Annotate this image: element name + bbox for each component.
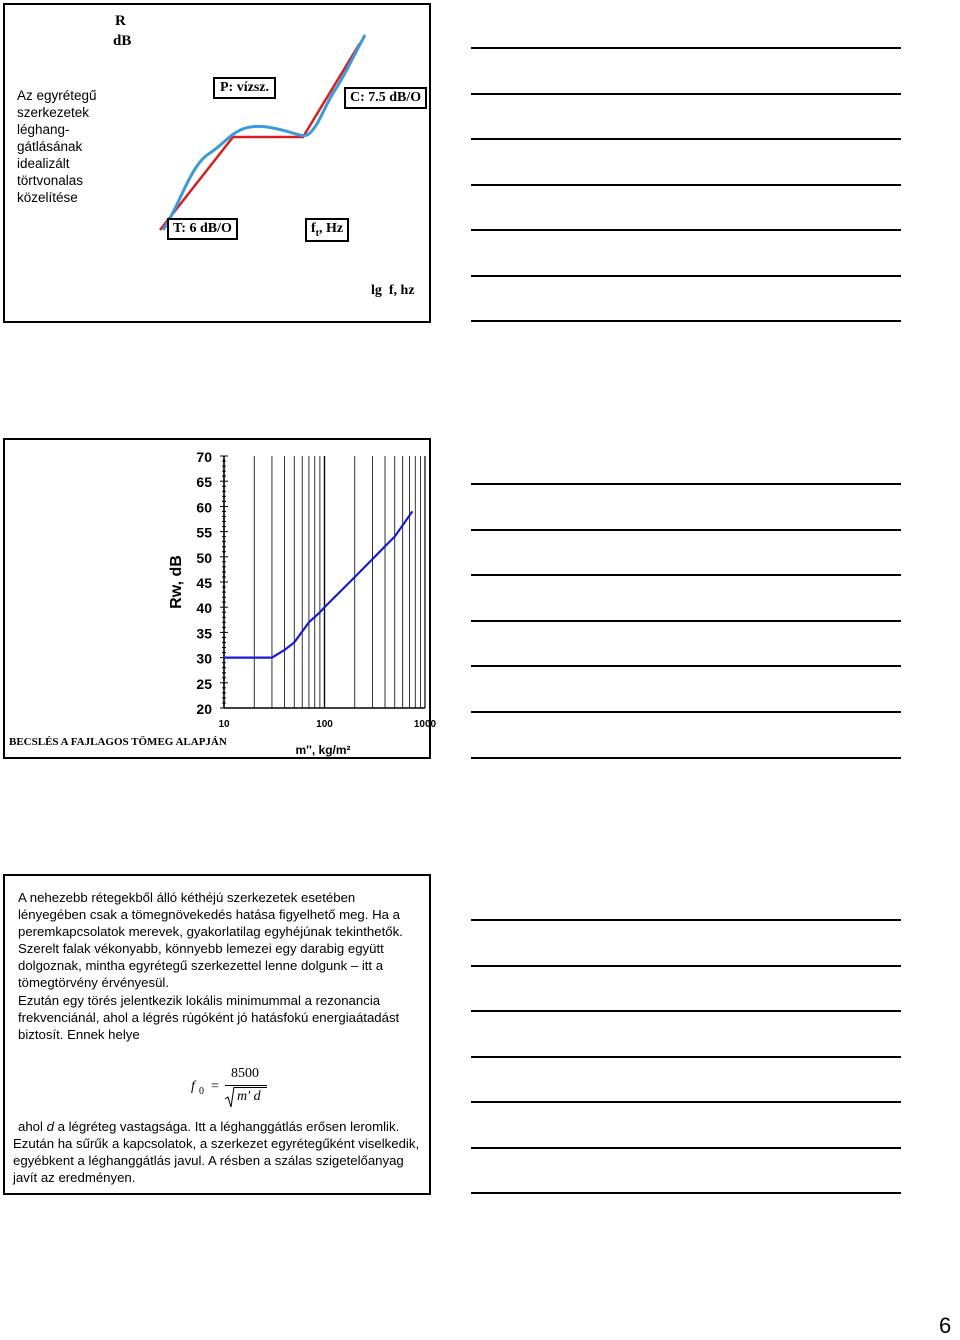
note-line <box>471 93 901 95</box>
y-tick-label: 25 <box>196 675 212 692</box>
x-axis-title: m'', kg/m² <box>295 743 351 757</box>
note-line <box>471 229 901 231</box>
y-tick-label: 60 <box>196 499 212 516</box>
note-line <box>471 620 901 622</box>
note-line <box>471 757 901 759</box>
note-line <box>471 275 901 277</box>
formula-numerator: 8500 <box>231 1066 259 1081</box>
x-tick-label: 10 <box>218 719 230 730</box>
note-line <box>471 483 901 485</box>
caption-line: gátlásának <box>17 139 83 154</box>
idealized-curve-graphic <box>5 5 433 325</box>
note-line <box>471 47 901 49</box>
slide3-after-formula-2: Ezután ha sűrűk a kapcsolatok, a szerkezet egyrétegűként viselkedik, egyébkent a léghanggátlás javul. A résben a szálas szigetelőanyag javít az eredményen. <box>13 1136 420 1186</box>
caption-line: léghang- <box>17 122 70 137</box>
note-line <box>471 320 901 322</box>
text: ahol <box>18 1119 47 1134</box>
y-axis-label-r: R <box>115 13 126 29</box>
paragraph: Szerelt falak vékonyabb, könnyebb lemezei egy darabig együtt dolgoznak, mintha egyrétegű szerkezettel lenne dolgunk – itt a tömegtörvény érvényesül. <box>18 941 384 991</box>
caption-line: szerkezetek <box>17 105 90 120</box>
y-tick-label: 30 <box>196 650 212 667</box>
caption-line: közelítése <box>17 190 78 205</box>
y-tick-label: 45 <box>196 575 212 591</box>
y-axis-label-db: dB <box>113 33 132 49</box>
label-fc-box <box>305 218 349 242</box>
note-line <box>471 1010 901 1012</box>
label-mass-box <box>167 218 238 240</box>
sqrt-sign <box>225 1086 235 1108</box>
x-axis-label: lg f, hz <box>371 283 415 298</box>
label-coincidence: C: 7.5 dB/O <box>350 90 422 105</box>
variable-d: d <box>46 1119 54 1134</box>
y-tick-label: 65 <box>196 474 212 491</box>
page-number: 6 <box>939 1313 952 1338</box>
caption-line: idealizált <box>17 156 70 171</box>
y-tick-label: 20 <box>196 701 212 717</box>
label-mass: T: 6 dB/O <box>173 221 232 236</box>
formula-denominator: m' d <box>237 1089 261 1104</box>
slide3-body <box>18 889 423 1043</box>
x-tick-label: 100 <box>316 719 333 730</box>
resonance-formula <box>191 1066 281 1116</box>
label-plateau-box <box>213 77 276 99</box>
x-tick-label: 1000 <box>413 719 437 730</box>
paragraph: A nehezebb rétegekből álló kéthéjú szerkezetek esetében lényegében csak a tömegnövekedés hatása figyelhető meg. Ha a peremkapcsolatok merevek, gyakorlatilag egyhéjúnak tekinthetők. <box>18 890 403 940</box>
note-line <box>471 919 901 921</box>
paragraph: Ezután egy törés jelentkezik lokális minimummal a rezonancia frekvenciánál, ahol a légrés rúgóként jó hatásfokú energiaátadást biztosít. Ennek helye <box>18 992 400 1042</box>
paragraph <box>18 1118 433 1135</box>
y-tick-label: 55 <box>196 524 212 541</box>
note-line <box>471 138 901 140</box>
slide-mass-estimate <box>3 438 437 759</box>
note-line <box>471 1056 901 1058</box>
y-tick-label: 50 <box>196 549 212 566</box>
label-fc-sub: t <box>315 227 320 239</box>
note-line <box>471 1147 901 1149</box>
note-line <box>471 711 901 713</box>
note-line <box>471 574 901 576</box>
formula-lhs: f <box>191 1079 195 1094</box>
slide3-after-formula <box>18 1118 433 1135</box>
formula-eq: = <box>211 1079 219 1094</box>
y-tick-label: 70 <box>196 449 212 465</box>
label-plateau: P: vízsz. <box>220 80 269 95</box>
note-line <box>471 184 901 186</box>
y-axis-title: Rw, dB <box>168 555 185 609</box>
note-line <box>471 965 901 967</box>
slide-double-wall-text <box>3 874 431 1195</box>
caption-line: törtvonalas <box>17 173 84 188</box>
measured-curve <box>163 35 365 230</box>
y-tick-label: 35 <box>196 625 212 642</box>
note-line <box>471 1101 901 1103</box>
note-line <box>471 529 901 531</box>
rw-vs-mass-chart <box>5 440 437 757</box>
y-tick-label: 40 <box>196 600 212 617</box>
note-line <box>471 665 901 667</box>
label-coincidence-box <box>344 87 427 109</box>
label-fc-unit: , Hz <box>319 221 344 236</box>
sqrt-bar <box>234 1087 267 1088</box>
note-line <box>471 1192 901 1194</box>
caption-line: Az egyrétegű <box>17 88 97 103</box>
label-fc: f <box>311 221 316 236</box>
text: a légréteg vastagsága. Itt a léghanggátlás erősen leromlik. <box>53 1119 400 1134</box>
slide2-caption: BECSLÉS A FAJLAGOS TÖMEG ALAPJÁN <box>9 736 227 748</box>
formula-lhs-sub: 0 <box>199 1086 204 1097</box>
rw-series-line <box>224 511 412 657</box>
slide-idealized-curve <box>3 3 431 323</box>
idealized-polyline <box>160 43 360 230</box>
